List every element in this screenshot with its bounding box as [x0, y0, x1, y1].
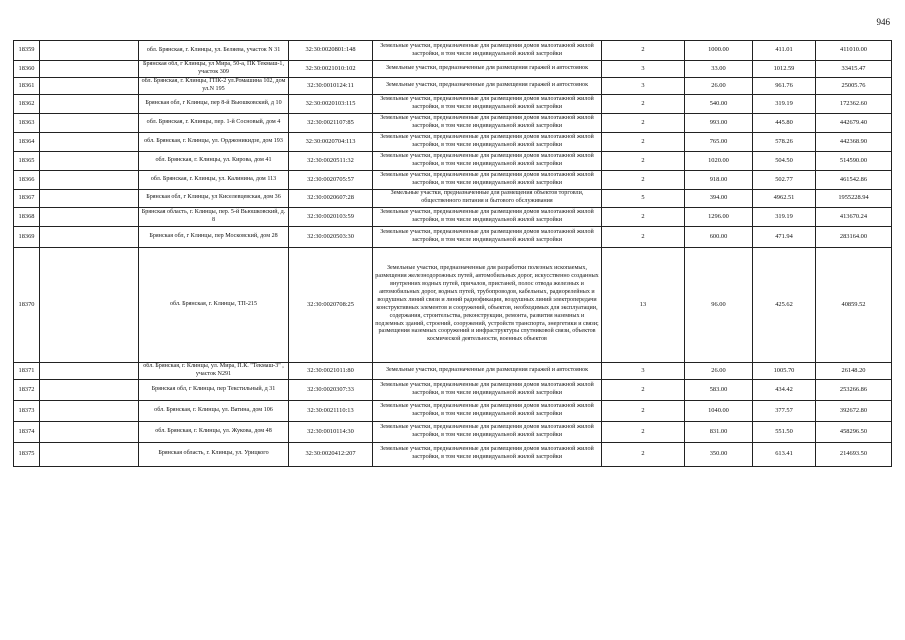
- land-use-cell: Земельные участки, предназначенные для размещения домов малоэтажной жилой застройки, в том числе индивидуальной жилой застройки: [373, 226, 602, 247]
- cadastral-value-cell: 25005.76: [816, 77, 892, 94]
- row-number: 18359: [14, 41, 40, 61]
- blank-cell: [40, 170, 139, 189]
- address-cell: Брянская область, г. Клинцы, пер. 5-й Вьюшковский, д. 8: [139, 207, 289, 226]
- address-cell: обл. Брянская, г. Клинцы, пер. 1-й Сосновый, дом 4: [139, 113, 289, 132]
- cadastral-value-cell: 413670.24: [816, 207, 892, 226]
- table-row: [14, 379, 892, 400]
- cadastral-value-table: [13, 40, 892, 467]
- row-number: 18374: [14, 421, 40, 442]
- row-number: 18364: [14, 132, 40, 151]
- area-cell: 33.00: [685, 61, 753, 78]
- cadastral-value-cell: 514590.00: [816, 151, 892, 170]
- cadastral-number-cell: 32:30:0021010:102: [289, 61, 373, 78]
- row-number: 18365: [14, 151, 40, 170]
- cadastral-value-cell: 283164.00: [816, 226, 892, 247]
- specific-value-cell: 445.80: [753, 113, 816, 132]
- specific-value-cell: 425.62: [753, 247, 816, 362]
- land-use-cell: Земельные участки, предназначенные для размещения объектов торговли, общественного питания и бытового обслуживания: [373, 189, 602, 207]
- specific-value-cell: 434.42: [753, 379, 816, 400]
- specific-value-cell: 961.76: [753, 77, 816, 94]
- use-group-cell: 2: [602, 94, 685, 113]
- cadastral-value-cell: 442679.40: [816, 113, 892, 132]
- cadastral-value-cell: 172362.60: [816, 94, 892, 113]
- specific-value-cell: 502.77: [753, 170, 816, 189]
- table-row: [14, 132, 892, 151]
- cadastral-number-cell: 32:30:0020307:33: [289, 379, 373, 400]
- cadastral-number-cell: 32:30:0020412:207: [289, 442, 373, 466]
- specific-value-cell: 377.57: [753, 400, 816, 421]
- land-use-cell: Земельные участки, предназначенные для размещения домов малоэтажной жилой застройки, в том числе индивидуальной жилой застройки: [373, 207, 602, 226]
- specific-value-cell: 319.19: [753, 207, 816, 226]
- table-row: [14, 151, 892, 170]
- blank-cell: [40, 77, 139, 94]
- land-use-cell: Земельные участки, предназначенные для размещения домов малоэтажной жилой застройки, в том числе индивидуальной жилой застройки: [373, 400, 602, 421]
- cadastral-value-cell: 1955228.94: [816, 189, 892, 207]
- cadastral-value-cell: 214693.50: [816, 442, 892, 466]
- address-cell: обл. Брянская, г. Клинцы, ул. Мира, П.К. "Текмаш-3" , участок N291: [139, 362, 289, 379]
- land-use-cell: Земельные участки, предназначенные для разработки полезных ископаемых, размещения железнодорожных путей, автомобильных дорог, искусственно созданных внутренних водных путей, причалов, пристаней, полос отвода железных и автомобильных дорог, водных путей, трубопроводов, кабельных, радиорелейных и воздушных линий связи и линий радиофикации, воздушных линий электропередачи конструктивных элементов и сооружений, объектов, необходимых для эксплуатации, содержания, строительства, реконструкции, ремонта, развития наземных и подземных зданий, строений, сооружений, устройств транспорта, энергетики и связи; размещения наземных сооружений и инфраструктуры спутниковой связи, объектов космической деятельности, военных объектов: [373, 247, 602, 362]
- cadastral-number-cell: 32:30:0010114:30: [289, 421, 373, 442]
- area-cell: 96.00: [685, 247, 753, 362]
- cadastral-number-cell: 32:30:0020607:28: [289, 189, 373, 207]
- specific-value-cell: 551.50: [753, 421, 816, 442]
- use-group-cell: 2: [602, 170, 685, 189]
- specific-value-cell: 411.01: [753, 41, 816, 61]
- blank-cell: [40, 41, 139, 61]
- blank-cell: [40, 362, 139, 379]
- use-group-cell: 5: [602, 189, 685, 207]
- land-use-cell: Земельные участки, предназначенные для размещения домов малоэтажной жилой застройки, в том числе индивидуальной жилой застройки: [373, 41, 602, 61]
- address-cell: Брянская обл, г Клинцы, пер 8-й Вьюшковский, д 10: [139, 94, 289, 113]
- use-group-cell: 3: [602, 362, 685, 379]
- address-cell: Брянская область, г. Клинцы, ул. Урицкого: [139, 442, 289, 466]
- address-cell: Брянская обл, г Клинцы, пер Московский, дом 28: [139, 226, 289, 247]
- cadastral-value-cell: 392672.80: [816, 400, 892, 421]
- specific-value-cell: 1005.70: [753, 362, 816, 379]
- row-number: 18361: [14, 77, 40, 94]
- use-group-cell: 3: [602, 77, 685, 94]
- cadastral-number-cell: 32:30:0021107:85: [289, 113, 373, 132]
- cadastral-number-cell: 32:30:0020708:25: [289, 247, 373, 362]
- blank-cell: [40, 113, 139, 132]
- land-use-cell: Земельные участки, предназначенные для размещения домов малоэтажной жилой застройки, в том числе индивидуальной жилой застройки: [373, 442, 602, 466]
- table-row: [14, 41, 892, 61]
- cadastral-value-cell: 253266.86: [816, 379, 892, 400]
- row-number: 18360: [14, 61, 40, 78]
- area-cell: 600.00: [685, 226, 753, 247]
- table-row: [14, 94, 892, 113]
- area-cell: 350.00: [685, 442, 753, 466]
- cadastral-number-cell: 32:30:0020103:59: [289, 207, 373, 226]
- cadastral-value-cell: 458296.50: [816, 421, 892, 442]
- row-number: 18368: [14, 207, 40, 226]
- use-group-cell: 2: [602, 400, 685, 421]
- area-cell: 993.00: [685, 113, 753, 132]
- land-use-cell: Земельные участки, предназначенные для размещения домов малоэтажной жилой застройки, в том числе индивидуальной жилой застройки: [373, 170, 602, 189]
- blank-cell: [40, 132, 139, 151]
- blank-cell: [40, 379, 139, 400]
- land-use-cell: Земельные участки, предназначенные для размещения домов малоэтажной жилой застройки, в том числе индивидуальной жилой застройки: [373, 421, 602, 442]
- row-number: 18372: [14, 379, 40, 400]
- area-cell: 540.00: [685, 94, 753, 113]
- area-cell: 1020.00: [685, 151, 753, 170]
- blank-cell: [40, 94, 139, 113]
- address-cell: Брянская обл, г Клинцы, пер Текстильный, д 31: [139, 379, 289, 400]
- land-use-cell: Земельные участки, предназначенные для размещения домов малоэтажной жилой застройки, в том числе индивидуальной жилой застройки: [373, 379, 602, 400]
- area-cell: 1296.00: [685, 207, 753, 226]
- address-cell: обл. Брянская, г. Клинцы, ТП-215: [139, 247, 289, 362]
- table-row: [14, 247, 892, 362]
- blank-cell: [40, 400, 139, 421]
- cadastral-value-cell: 26148.20: [816, 362, 892, 379]
- cadastral-value-cell: 411010.00: [816, 41, 892, 61]
- use-group-cell: 13: [602, 247, 685, 362]
- area-cell: 26.00: [685, 362, 753, 379]
- row-number: 18373: [14, 400, 40, 421]
- cadastral-value-cell: 442368.90: [816, 132, 892, 151]
- table-row: [14, 77, 892, 94]
- specific-value-cell: 613.41: [753, 442, 816, 466]
- cadastral-number-cell: 32:30:0020801:148: [289, 41, 373, 61]
- land-use-cell: Земельные участки, предназначенные для размещения домов малоэтажной жилой застройки, в том числе индивидуальной жилой застройки: [373, 132, 602, 151]
- land-use-cell: Земельные участки, предназначенные для размещения домов малоэтажной жилой застройки, в том числе индивидуальной жилой застройки: [373, 151, 602, 170]
- use-group-cell: 2: [602, 151, 685, 170]
- cadastral-number-cell: 32:30:0020705:57: [289, 170, 373, 189]
- row-number: 18371: [14, 362, 40, 379]
- specific-value-cell: 4962.51: [753, 189, 816, 207]
- use-group-cell: 2: [602, 207, 685, 226]
- area-cell: 765.00: [685, 132, 753, 151]
- area-cell: 1040.00: [685, 400, 753, 421]
- land-use-cell: Земельные участки, предназначенные для размещения гаражей и автостоянок: [373, 61, 602, 78]
- blank-cell: [40, 247, 139, 362]
- table-row: [14, 61, 892, 78]
- address-cell: обл. Брянская, г. Клинцы, ул. Калинина, дом 113: [139, 170, 289, 189]
- specific-value-cell: 1012.59: [753, 61, 816, 78]
- table-row: [14, 226, 892, 247]
- use-group-cell: 2: [602, 442, 685, 466]
- land-use-cell: Земельные участки, предназначенные для размещения домов малоэтажной жилой застройки, в том числе индивидуальной жилой застройки: [373, 94, 602, 113]
- address-cell: Брянская обл, г Клинцы, ул Киселевцевская, дом 36: [139, 189, 289, 207]
- table-row: [14, 442, 892, 466]
- specific-value-cell: 578.26: [753, 132, 816, 151]
- blank-cell: [40, 421, 139, 442]
- cadastral-number-cell: 32:30:0020704:113: [289, 132, 373, 151]
- use-group-cell: 2: [602, 379, 685, 400]
- cadastral-number-cell: 32:30:0021110:13: [289, 400, 373, 421]
- land-use-cell: Земельные участки, предназначенные для размещения домов малоэтажной жилой застройки, в том числе индивидуальной жилой застройки: [373, 113, 602, 132]
- page-number: 946: [876, 17, 890, 27]
- cadastral-value-cell: 461542.86: [816, 170, 892, 189]
- land-use-cell: Земельные участки, предназначенные для размещения гаражей и автостоянок: [373, 362, 602, 379]
- cadastral-number-cell: 32:30:0020511:32: [289, 151, 373, 170]
- table-row: [14, 207, 892, 226]
- cadastral-number-cell: 32:30:0020103:115: [289, 94, 373, 113]
- use-group-cell: 2: [602, 421, 685, 442]
- cadastral-value-cell: 40859.52: [816, 247, 892, 362]
- blank-cell: [40, 207, 139, 226]
- address-cell: обл. Брянская, г. Клинцы, ул. Беляева, участок N 31: [139, 41, 289, 61]
- cadastral-number-cell: 32:30:0021011:80: [289, 362, 373, 379]
- table-row: [14, 170, 892, 189]
- blank-cell: [40, 151, 139, 170]
- blank-cell: [40, 61, 139, 78]
- table-row: [14, 421, 892, 442]
- row-number: 18367: [14, 189, 40, 207]
- address-cell: Брянская обл, г Клинцы, ул Мира, 50-а, ПК Текмаш-1, участок 309: [139, 61, 289, 78]
- specific-value-cell: 504.50: [753, 151, 816, 170]
- row-number: 18363: [14, 113, 40, 132]
- area-cell: 394.00: [685, 189, 753, 207]
- use-group-cell: 2: [602, 41, 685, 61]
- address-cell: обл. Брянская, г. Клинцы, ул. Жукова, дом 48: [139, 421, 289, 442]
- address-cell: обл. Брянская, г. Клинцы, ул. Орджоникидзе, дом 193: [139, 132, 289, 151]
- specific-value-cell: 319.19: [753, 94, 816, 113]
- cadastral-number-cell: 32:30:0020503:30: [289, 226, 373, 247]
- address-cell: обл. Брянская, г. Клинцы, ГПК-2 ул.Ромашина 102, дом ул.N 195: [139, 77, 289, 94]
- cadastral-number-cell: 32:30:0010124:11: [289, 77, 373, 94]
- area-cell: 26.00: [685, 77, 753, 94]
- area-cell: 1000.00: [685, 41, 753, 61]
- use-group-cell: 2: [602, 113, 685, 132]
- row-number: 18369: [14, 226, 40, 247]
- use-group-cell: 3: [602, 61, 685, 78]
- blank-cell: [40, 189, 139, 207]
- address-cell: обл. Брянская, г. Клинцы, ул. Ватина, дом 106: [139, 400, 289, 421]
- specific-value-cell: 471.94: [753, 226, 816, 247]
- blank-cell: [40, 442, 139, 466]
- table-body: [14, 41, 892, 467]
- row-number: 18362: [14, 94, 40, 113]
- table-row: [14, 400, 892, 421]
- table-row: [14, 113, 892, 132]
- address-cell: обл. Брянская, г. Клинцы, ул. Кирова, дом 41: [139, 151, 289, 170]
- use-group-cell: 2: [602, 226, 685, 247]
- area-cell: 918.00: [685, 170, 753, 189]
- table-row: [14, 189, 892, 207]
- table-row: [14, 362, 892, 379]
- row-number: 18366: [14, 170, 40, 189]
- cadastral-value-cell: 33415.47: [816, 61, 892, 78]
- area-cell: 583.00: [685, 379, 753, 400]
- land-use-cell: Земельные участки, предназначенные для размещения гаражей и автостоянок: [373, 77, 602, 94]
- blank-cell: [40, 226, 139, 247]
- row-number: 18375: [14, 442, 40, 466]
- use-group-cell: 2: [602, 132, 685, 151]
- area-cell: 831.00: [685, 421, 753, 442]
- row-number: 18370: [14, 247, 40, 362]
